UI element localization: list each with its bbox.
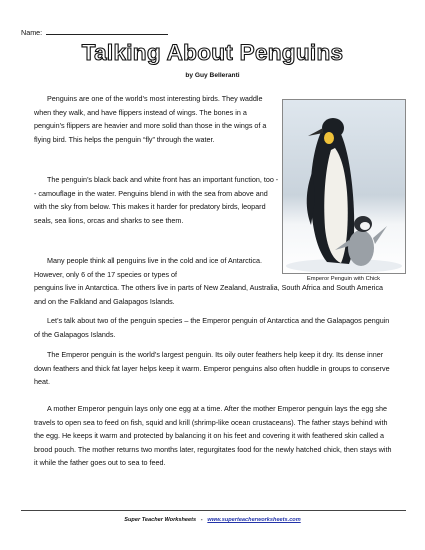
paragraph-1: Penguins are one of the world’s most interesting birds. They waddle when they walk, and have flippers instead of wings. The bones in a penguin’s flippers are heavier and more solid than those in the wings of a flying bird. This helps the penguin “fly” through the water. <box>34 94 267 144</box>
paragraph-4: Let’s talk about two of the penguin species – the Emperor penguin of Antarctica and the Galapagos penguin of the Galapagos Islands. <box>34 316 390 339</box>
footer-separator: - <box>200 517 203 523</box>
name-field <box>21 28 168 37</box>
penguin-photo <box>282 99 406 274</box>
photo-caption: Emperor Penguin with Chick <box>306 276 381 282</box>
footer-divider <box>21 510 406 511</box>
paragraph-2: The penguin’s black back and white front has an important function, too -- camouflage in the water. Penguins blend in with the sea from above and with the sky from below. This makes it harder for predatory birds, leopard seals, sea lions, orcas and sharks to see them. <box>34 175 279 225</box>
paragraph-3a: Many people think all penguins live in the cold and ice of Antarctica. However, only 6 of the 17 species or types of <box>34 256 262 279</box>
paragraph-3b: penguins live in Antarctica. The others live in parts of New Zealand, Australia, South Africa and South America and on the Falkland and Galapagos Islands. <box>34 283 384 306</box>
footer <box>0 517 425 523</box>
name-label: Name: <box>21 28 43 37</box>
name-blank-line[interactable] <box>46 34 168 35</box>
paragraph-6: A mother Emperor penguin lays only one egg at a time. After the mother Emperor penguin lays the egg she travels to open sea to feed on fish, squid and krill (shrimp-like ocean crustaceans). The father stays behind with the egg. He keeps it warm and protected by balancing it on his feet and covering it with feathered skin called a brood pouch. The mother returns two months later, regurgitates food for the newly hatched chick, then stays with it while the father goes out to sea to feed. <box>34 404 392 467</box>
byline: by Guy Belleranti <box>185 72 240 79</box>
footer-brand: Super Teacher Worksheets <box>124 517 197 523</box>
page-title: Talking About Penguins <box>81 40 344 65</box>
emperor-penguin-with-chick-illustration <box>283 100 405 273</box>
footer-url-link[interactable]: www.superteacherworksheets.com <box>207 517 301 523</box>
paragraph-5: The Emperor penguin is the world’s largest penguin. Its oily outer feathers help keep it dry. Its dense inner down feathers and thick fat layer helps keep it warm. Emperor penguins also often huddle in groups to conserve heat. <box>34 350 390 386</box>
